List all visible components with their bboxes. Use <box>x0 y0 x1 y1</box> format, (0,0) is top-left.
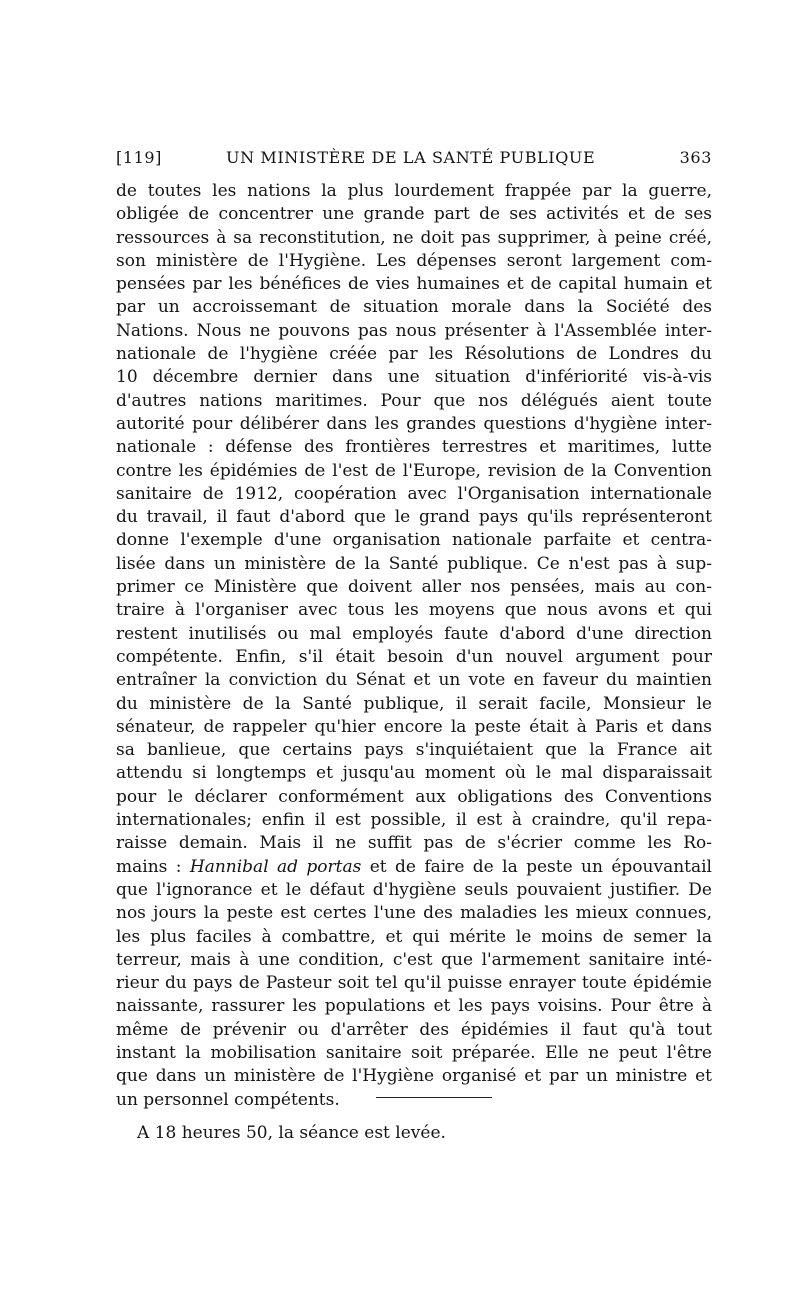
text-line: que l'ignorance et le défaut d'hygiène seuls pouvaient justifier. De <box>116 879 712 900</box>
text-line: de toutes les nations la plus lourdement frappée par la guerre, <box>116 181 712 201</box>
body-paragraph <box>116 180 712 1112</box>
text-line: internationales; enfin il est possible, il est à craindre, qu'il repa- <box>116 810 712 831</box>
text-line: naissante, rassurer les populations et les pays voisins. Pour être à <box>116 996 712 1017</box>
text-line: un personnel compétents. <box>116 1089 340 1110</box>
latin-phrase: Hannibal ad portas <box>189 856 362 877</box>
text-line: que dans un ministère de l'Hygiène organisé et par un ministre et <box>116 1066 712 1087</box>
text-line: entraîner la conviction du Sénat et un vote en faveur du maintien <box>116 670 712 691</box>
text-line: restent inutilisés ou mal employés faute d'abord d'une direction <box>116 623 712 644</box>
text-line: compétente. Enfin, s'il était besoin d'un nouvel argument pour <box>116 646 712 667</box>
text-line: sénateur, de rappeler qu'hier encore la peste était à Paris et dans <box>116 716 712 737</box>
text-line: sa banlieue, que certains pays s'inquiétaient que la France ait <box>116 740 712 761</box>
text-line: 10 décembre dernier dans une situation d'infériorité vis-à-vis <box>116 367 712 388</box>
text-line: rieur du pays de Pasteur soit tel qu'il puisse enrayer toute épidémie <box>116 973 712 994</box>
text-line: nationale de l'hygiène créée par les Résolutions de Londres du <box>116 344 712 365</box>
text-line: ressources à sa reconstitution, ne doit pas supprimer, à peine créé, <box>116 227 712 248</box>
section-folio: [119] <box>116 148 163 167</box>
text-line: instant la mobilisation sanitaire soit préparée. Elle ne peut l'être <box>116 1042 712 1063</box>
text-line: pensées par les bénéfices de vies humaines et de capital humain et <box>116 274 712 295</box>
text-line: du travail, il faut d'abord que le grand pays qu'ils représenteront <box>116 507 712 528</box>
text-fragment: et de faire de la peste un épouvantail <box>361 856 712 877</box>
text-line: pour le déclarer conformément aux obligations des Conventions <box>116 786 712 807</box>
page-number: 363 <box>679 148 712 167</box>
text-line: du ministère de la Santé publique, il serait facile, Monsieur le <box>116 693 712 714</box>
text-line: attendu si longtemps et jusqu'au moment où le mal disparaissait <box>116 763 712 784</box>
running-title: UN MINISTÈRE DE LA SANTÉ PUBLIQUE <box>226 148 596 167</box>
text-line: les plus faciles à combattre, et qui mérite le moins de semer la <box>116 926 712 947</box>
closing-line: A 18 heures 50, la séance est levée. <box>137 1123 446 1143</box>
text-line: traire à l'organiser avec tous les moyens que nous avons et qui <box>116 600 712 621</box>
text-line: par un accroissemant de situation morale dans la Société des <box>116 297 712 318</box>
text-line: sanitaire de 1912, coopération avec l'Organisation internationale <box>116 483 712 504</box>
running-header <box>116 146 712 170</box>
text-line: obligée de concentrer une grande part de ses activités et de ses <box>116 204 712 225</box>
text-line: autorité pour délibérer dans les grandes questions d'hygiène inter- <box>116 413 712 434</box>
text-line: contre les épidémies de l'est de l'Europe, revision de la Convention <box>116 460 712 481</box>
text-line: nationale : défense des frontières terrestres et maritimes, lutte <box>116 437 712 458</box>
text-line: donne l'exemple d'une organisation nationale parfaite et centra- <box>116 530 712 551</box>
text-line: lisée dans un ministère de la Santé publique. Ce n'est pas à sup- <box>116 553 712 574</box>
text-line: raisse demain. Mais il ne suffit pas de s'écrier comme les Ro- <box>116 833 712 854</box>
text-line: nos jours la peste est certes l'une des maladies les mieux connues, <box>116 903 712 924</box>
text-fragment: mains : <box>116 856 190 877</box>
text-line: même de prévenir ou d'arrêter des épidémies il faut qu'à tout <box>116 1019 712 1040</box>
text-line: d'autres nations maritimes. Pour que nos délégués aient toute <box>116 390 712 411</box>
section-divider <box>376 1097 492 1098</box>
text-line: terreur, mais à une condition, c'est que l'armement sanitaire inté- <box>116 949 712 970</box>
text-line: son ministère de l'Hygiène. Les dépenses seront largement com- <box>116 250 712 271</box>
text-line: Nations. Nous ne pouvons pas nous présenter à l'Assemblée inter- <box>116 320 712 341</box>
text-line: primer ce Ministère que doivent aller nos pensées, mais au con- <box>116 577 712 598</box>
text-line <box>116 856 712 879</box>
